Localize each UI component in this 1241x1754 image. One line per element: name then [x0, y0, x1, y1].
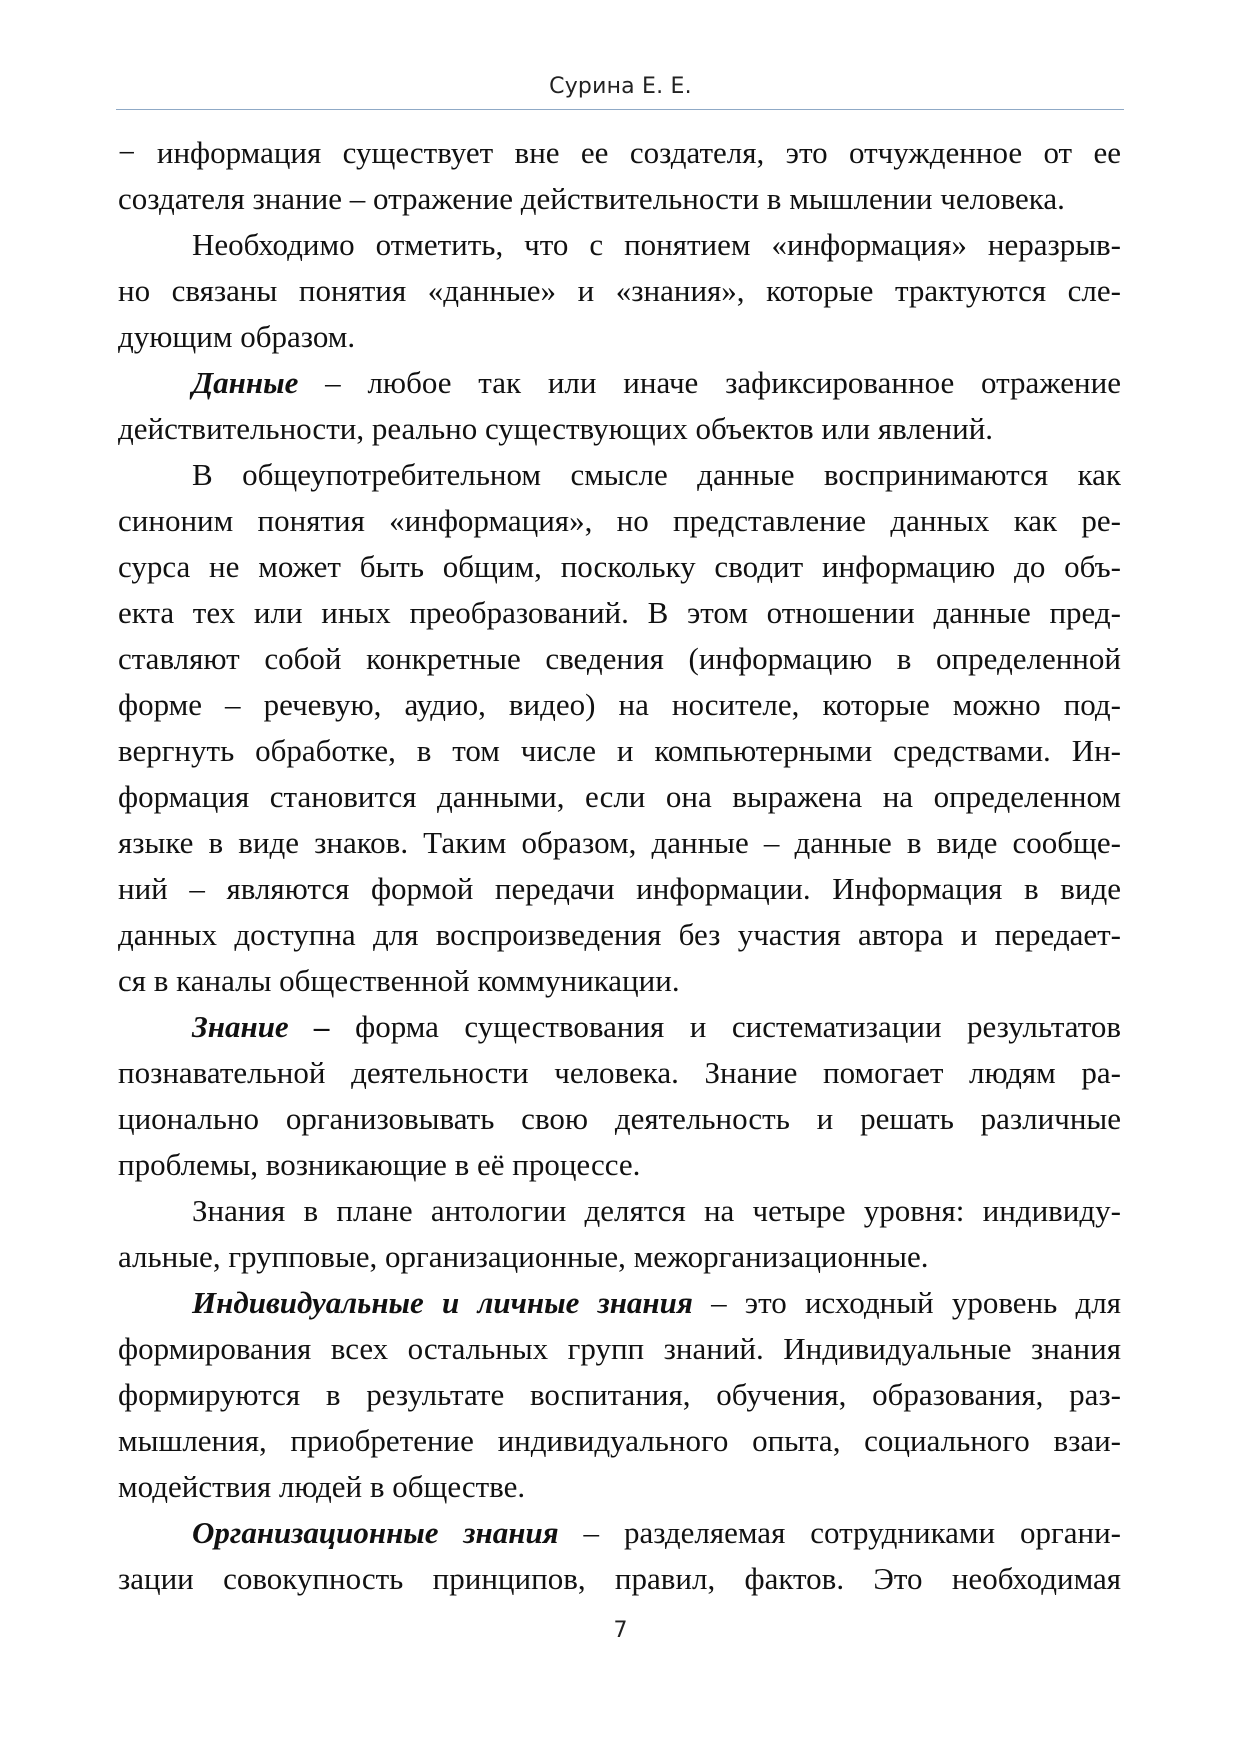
text-line: альные, групповые, организационные, межорганизационные. [118, 1239, 929, 1274]
text-line: Знания в плане антологии делятся на четыре уровня: индивиду- [192, 1193, 1121, 1228]
text-line: ционально организовывать свою деятельность и решать различные [118, 1101, 1121, 1136]
text-line: форме – речевую, аудио, видео) на носителе, которые можно под- [118, 687, 1121, 722]
text-line: синоним понятия «информация», но представление данных как ре- [118, 503, 1121, 538]
text-line [118, 1510, 1121, 1556]
definition-text: – любое так или иначе зафиксированное отражение [298, 365, 1121, 400]
text-line [118, 360, 1121, 406]
text-line: действительности, реально существующих объектов или явлений. [118, 411, 994, 446]
paragraph-definition [118, 1004, 1121, 1188]
text-line: формируются в результате воспитания, обучения, образования, раз- [118, 1377, 1121, 1412]
text-line: сурса не может быть общим, поскольку сводит информацию до объ- [118, 549, 1121, 584]
defined-term: Знание – [192, 1009, 330, 1044]
paragraph-definition [118, 1280, 1121, 1510]
definition-text: – это исходный уровень для [692, 1285, 1121, 1320]
text-line: данных доступна для воспроизведения без участия автора и передает- [118, 917, 1121, 952]
text-line: зации совокупность принципов, правил, фактов. Это необходимая [118, 1561, 1121, 1596]
paragraph [118, 222, 1121, 360]
header-rule [116, 109, 1124, 110]
defined-term: Индивидуальные и личные знания [192, 1285, 693, 1320]
text-line: ний – являются формой передачи информации. Информация в виде [118, 871, 1121, 906]
paragraph-definition [118, 360, 1121, 452]
paragraph [118, 452, 1121, 1004]
text-line: языке в виде знаков. Таким образом, данные – данные в виде сообще- [118, 825, 1121, 860]
text-line: мышления, приобретение индивидуального опыта, социального взаи- [118, 1423, 1121, 1458]
text-line: формирования всех остальных групп знаний. Индивидуальные знания [118, 1331, 1121, 1366]
paragraph [118, 130, 1121, 222]
text-line: ся в каналы общественной коммуникации. [118, 963, 680, 998]
paragraph-definition [118, 1510, 1121, 1602]
running-head: Сурина Е. Е. [549, 74, 692, 99]
text-line [118, 1004, 1121, 1050]
text-line: ставляют собой конкретные сведения (информацию в определенной [118, 641, 1121, 676]
text-line: Необходимо отметить, что с понятием «информация» неразрыв- [192, 227, 1121, 262]
text-line: вергнуть обработке, в том числе и компьютерными средствами. Ин- [118, 733, 1121, 768]
text-line: В общеупотребительном смысле данные воспринимаются как [192, 457, 1121, 492]
text-line: формация становится данными, если она выражена на определенном [118, 779, 1121, 814]
defined-term: Организационные знания [192, 1515, 559, 1550]
text-line: екта тех или иных преобразований. В этом отношении данные пред- [118, 595, 1121, 630]
text-line: модействия людей в обществе. [118, 1469, 526, 1504]
text-line: − информация существует вне ее создателя, это отчужденное от ее [118, 135, 1121, 170]
text-line: создателя знание – отражение действительности в мышлении человека. [118, 181, 1065, 216]
body-text [118, 130, 1121, 1602]
text-line: познавательной деятельности человека. Знание помогает людям ра- [118, 1055, 1121, 1090]
definition-text: форма существования и систематизации результатов [329, 1009, 1121, 1044]
paragraph [118, 1188, 1121, 1280]
definition-text: – разделяемая сотрудниками органи- [558, 1515, 1121, 1550]
text-line [118, 1280, 1121, 1326]
page-number: 7 [613, 1618, 628, 1643]
text-line: проблемы, возникающие в её процессе. [118, 1147, 641, 1182]
text-line: но связаны понятия «данные» и «знания», которые трактуются сле- [118, 273, 1121, 308]
text-line: дующим образом. [118, 319, 356, 354]
defined-term: Данные [192, 365, 299, 400]
